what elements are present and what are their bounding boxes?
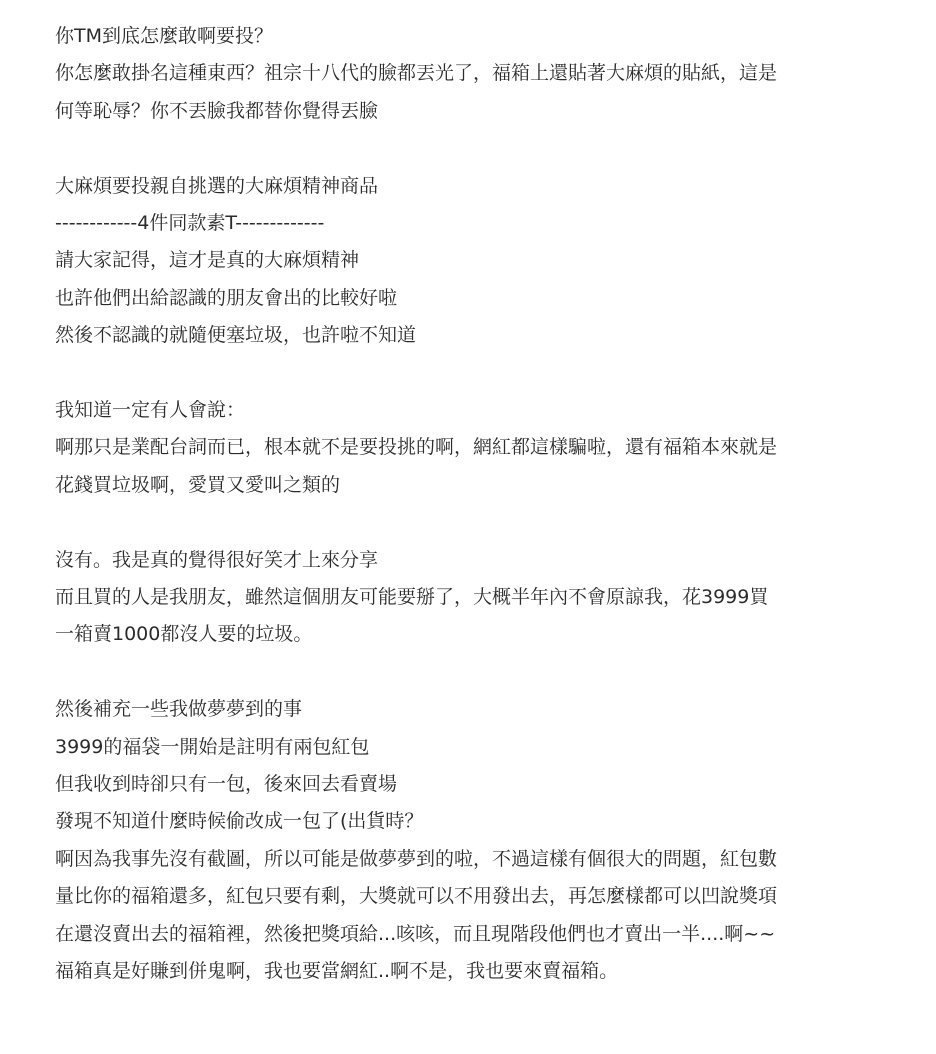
paragraph — [55, 18, 885, 130]
text-line: 而且買的人是我朋友，雖然這個朋友可能要掰了，大概半年內不會原諒我，花3999買 — [55, 586, 769, 609]
paragraph — [55, 691, 885, 990]
text-line: 然後不認識的就隨便塞垃圾，也許啦不知道 — [55, 324, 417, 347]
text-line: 福箱真是好賺到併鬼啊，我也要當網紅..啊不是，我也要來賣福箱。 — [55, 960, 619, 983]
text-line: 我知道一定有人會說： — [55, 399, 246, 422]
text-line: 在還沒賣出去的福箱裡，然後把獎項給...咳咳，而且現階段他們也才賣出一半....啊~~ — [55, 922, 776, 945]
text-line: 但我收到時卻只有一包，後來回去看賣場 — [55, 773, 398, 796]
text-line: 量比你的福箱還多，紅包只要有剩，大獎就可以不用發出去，再怎麼樣都可以凹說獎項 — [55, 885, 778, 908]
text-line: 你怎麼敢掛名這種東西？祖宗十八代的臉都丟光了，福箱上還貼著大麻煩的貼紙，這是 — [55, 62, 778, 85]
text-line: 你TM到底怎麼敢啊要投？ — [55, 25, 273, 47]
text-line: 一箱賣1000都沒人要的垃圾。 — [55, 623, 313, 646]
text-line: ------------4件同款素T------------- — [55, 212, 325, 235]
post-body — [55, 18, 885, 1028]
text-line: 發現不知道什麼時候偷改成一包了(出貨時？ — [55, 810, 424, 833]
paragraph — [55, 542, 885, 654]
text-line: 沒有。我是真的覺得很好笑才上來分享 — [55, 548, 379, 571]
text-line: 也許他們出給認識的朋友會出的比較好啦 — [55, 286, 398, 309]
text-line: 何等恥辱？你不丟臉我都替你覺得丟臉 — [55, 99, 379, 122]
paragraph — [55, 168, 885, 355]
text-line: 請大家記得，這才是真的大麻煩精神 — [55, 249, 360, 272]
paragraph — [55, 392, 885, 504]
text-line: 啊那只是業配台詞而已，根本就不是要投挑的啊，網紅都這樣騙啦，還有福箱本來就是 — [55, 436, 778, 459]
text-line: 大麻煩要投親自挑選的大麻煩精神商品 — [55, 174, 379, 197]
text-line: 啊因為我事先沒有截圖，所以可能是做夢夢到的啦，不過這樣有個很大的問題，紅包數 — [55, 847, 778, 870]
text-line: 3999的福袋一開始是註明有兩包紅包 — [55, 735, 370, 758]
text-line: 花錢買垃圾啊，愛買又愛叫之類的 — [55, 473, 341, 496]
text-line: 然後補充一些我做夢夢到的事 — [55, 698, 303, 721]
